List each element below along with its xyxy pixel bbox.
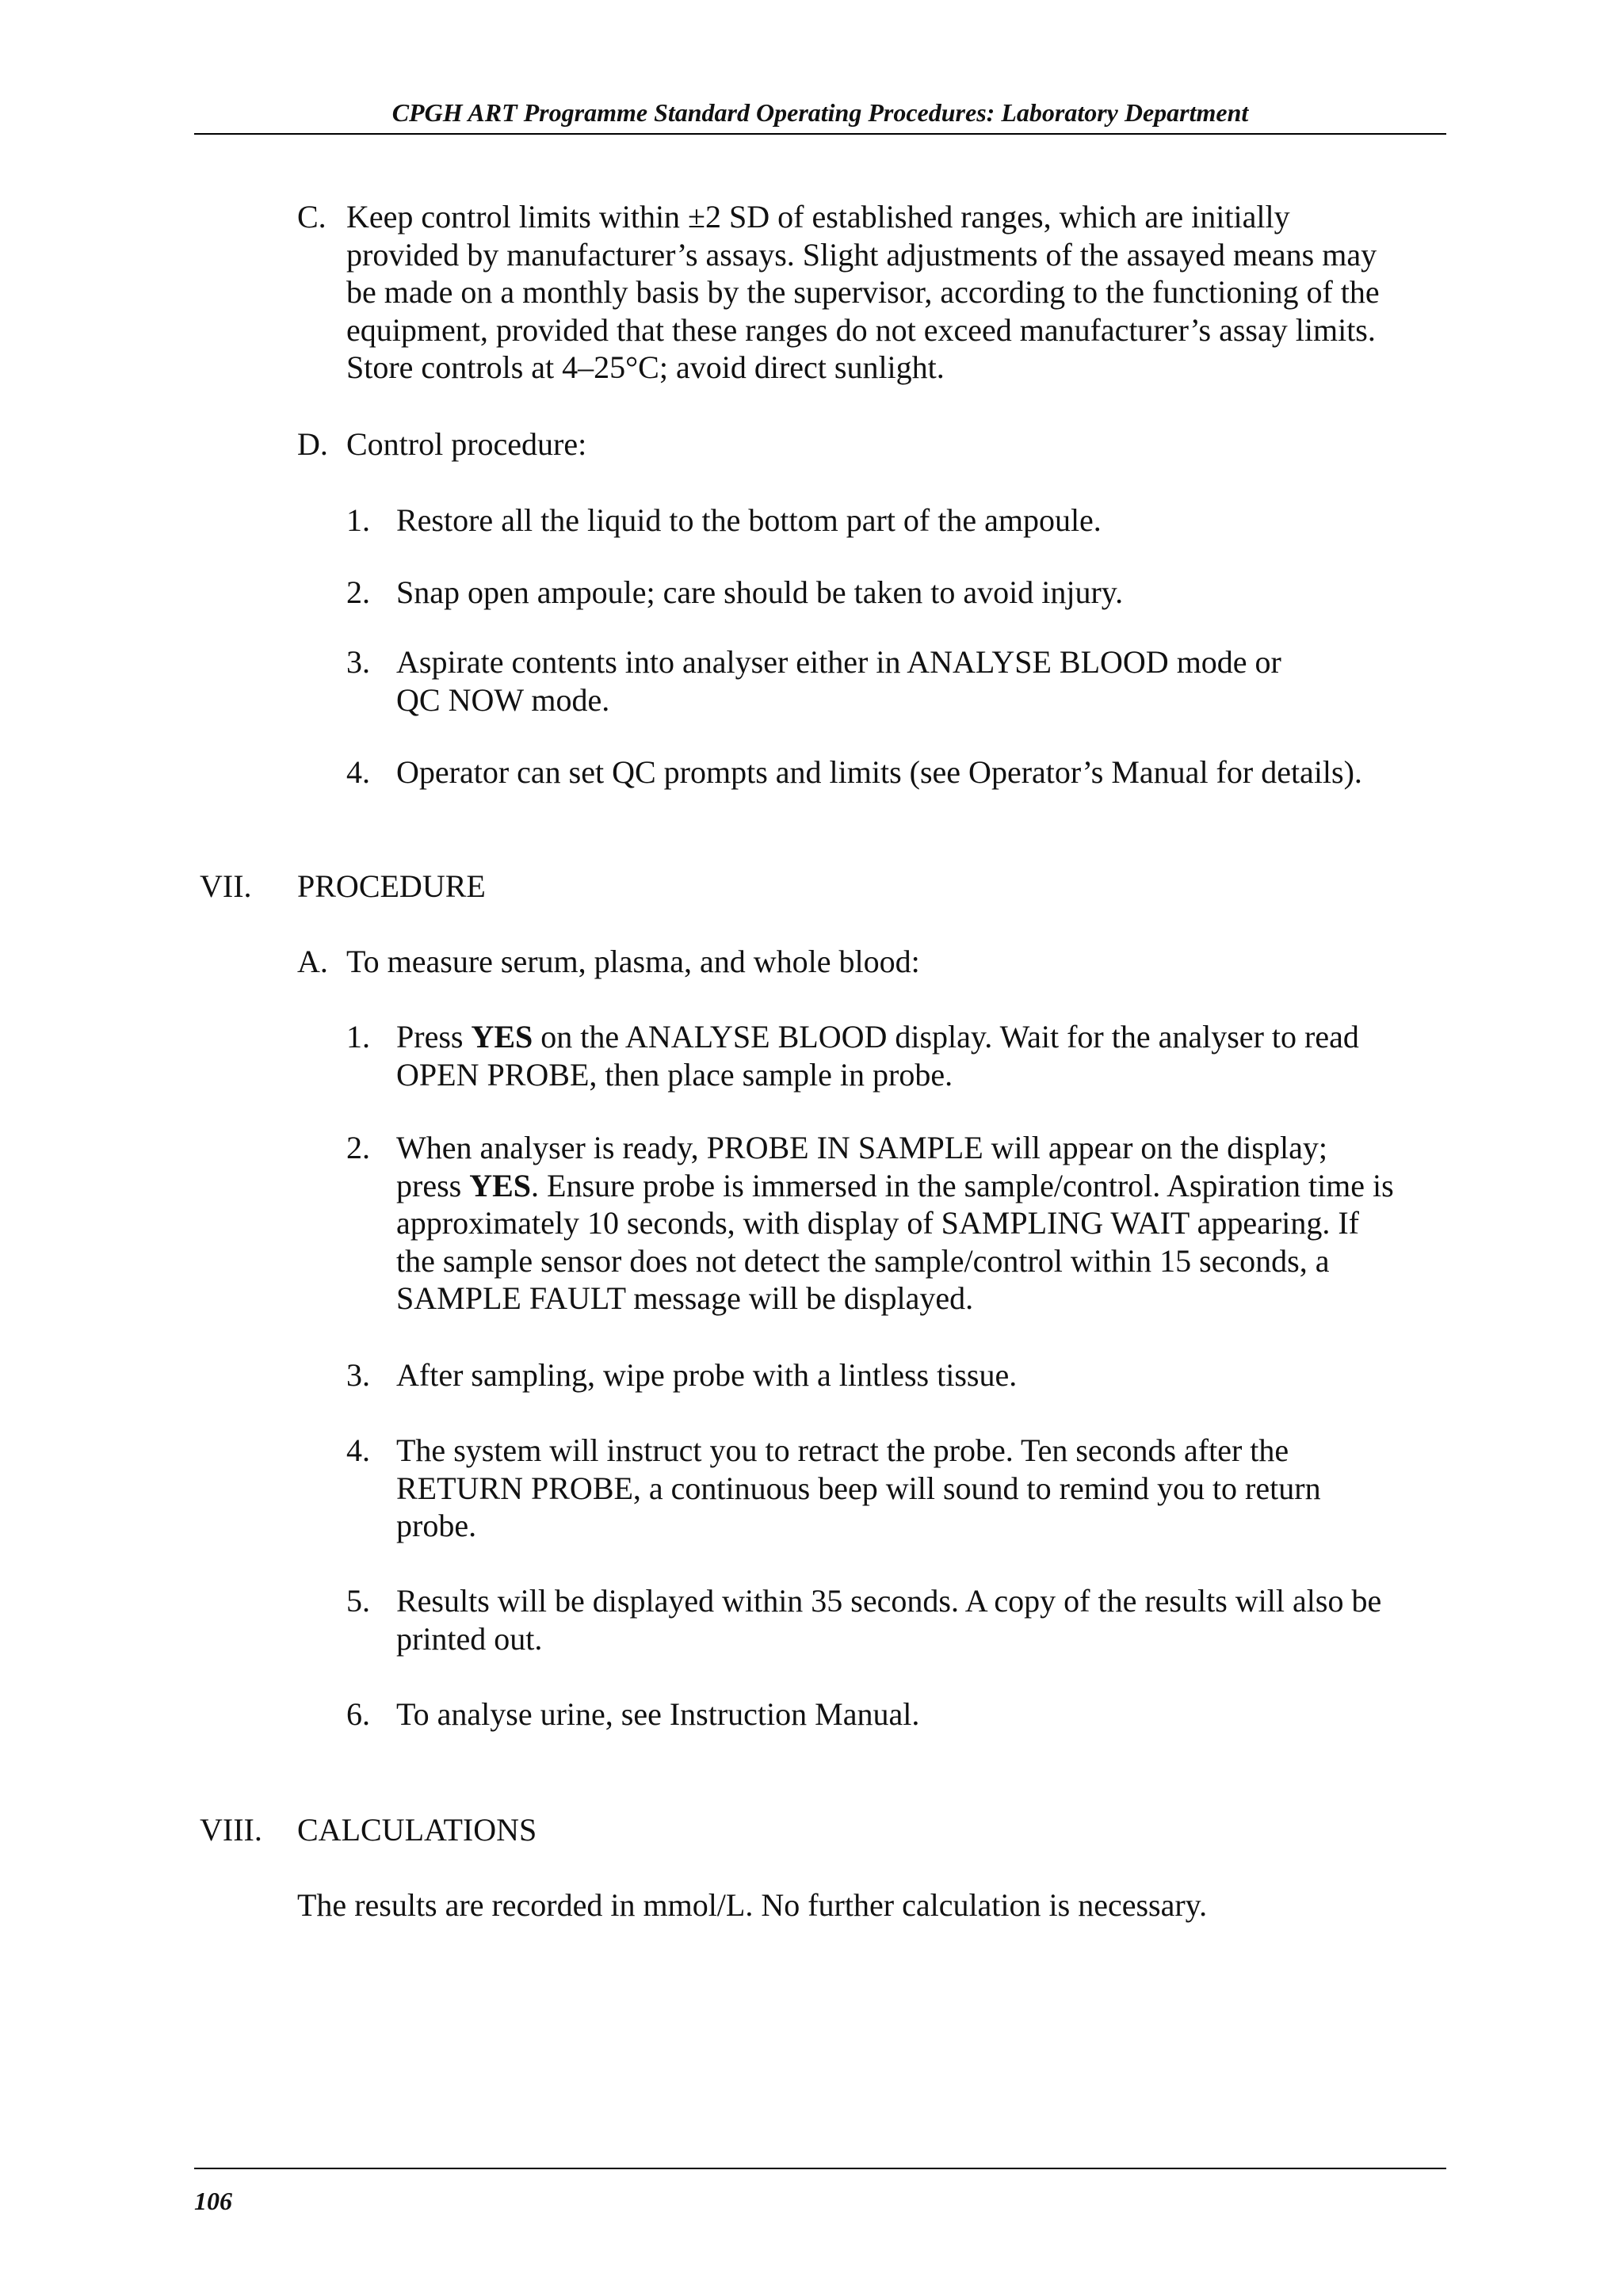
list-item-line: OPEN PROBE, then place sample in probe. <box>396 1056 953 1093</box>
list-item-line: approximately 10 seconds, with display of SAMPLING WAIT appearing. If <box>396 1205 1359 1241</box>
list-item-number: 4. <box>346 1432 370 1468</box>
section-c-line: be made on a monthly basis by the supervisor, according to the functioning of the <box>346 274 1380 310</box>
list-item-line <box>396 1018 1359 1056</box>
footer-rule <box>194 2168 1446 2169</box>
section-c-label: C. <box>297 199 327 235</box>
section-c-text <box>346 198 1380 387</box>
list-item-line: When analyser is ready, PROBE IN SAMPLE will appear on the display; <box>396 1130 1327 1165</box>
section-viii-text: The results are recorded in mmol/L. No further calculation is necessary. <box>297 1887 1208 1923</box>
section-vii-a-label: A. <box>297 944 328 979</box>
list-item-number: 1. <box>346 502 370 538</box>
section-vii-a-title: To measure serum, plasma, and whole blood: <box>346 944 920 979</box>
list-item-number: 4. <box>346 754 370 790</box>
list-item-text: Snap open ampoule; care should be taken to avoid injury. <box>396 574 1124 610</box>
list-item-number: 2. <box>346 1130 370 1165</box>
list-item-number: 3. <box>346 644 370 680</box>
list-item-number: 6. <box>346 1696 370 1732</box>
bold-keyword: YES <box>471 1019 533 1055</box>
section-vii-title: PROCEDURE <box>297 868 486 904</box>
page-number: 106 <box>194 2187 232 2215</box>
text-span: press <box>396 1167 470 1203</box>
header-rule <box>194 133 1446 135</box>
list-item-text: Restore all the liquid to the bottom part of the ampoule. <box>396 502 1102 538</box>
list-item-line <box>396 1167 1394 1205</box>
text-span: . Ensure probe is immersed in the sample/control. Aspiration time is <box>531 1167 1394 1203</box>
list-item-line: RETURN PROBE, a continuous beep will sound to remind you to return <box>396 1470 1321 1506</box>
list-item-line: probe. <box>396 1508 477 1543</box>
list-item-line: printed out. <box>396 1620 543 1657</box>
list-item-line: Results will be displayed within 35 seconds. A copy of the results will also be <box>396 1583 1382 1619</box>
list-item-line: QC NOW mode. <box>396 681 610 718</box>
section-c-line: Store controls at 4–25°C; avoid direct sunlight. <box>346 349 945 385</box>
section-viii-numeral: VIII. <box>200 1812 262 1848</box>
running-header: CPGH ART Programme Standard Operating Procedures: Laboratory Department <box>391 98 1249 127</box>
list-item-line: SAMPLE FAULT message will be displayed. <box>396 1280 974 1316</box>
list-item-line: the sample sensor does not detect the sample/control within 15 seconds, a <box>396 1242 1330 1279</box>
section-d-label: D. <box>297 426 328 462</box>
list-item-text: To analyse urine, see Instruction Manual. <box>396 1696 920 1732</box>
list-item-text: Operator can set QC prompts and limits (see Operator’s Manual for details). <box>396 754 1362 790</box>
list-item-text <box>396 1129 1394 1318</box>
section-c-line: Keep control limits within ±2 SD of established ranges, which are initially <box>346 199 1290 235</box>
list-item-line: Aspirate contents into analyser either in ANALYSE BLOOD mode or <box>396 644 1281 680</box>
list-item-number: 2. <box>346 574 370 610</box>
section-d-title: Control procedure: <box>346 426 587 462</box>
section-c-line: provided by manufacturer’s assays. Slight adjustments of the assayed means may <box>346 236 1377 273</box>
list-item-text <box>396 1018 1359 1093</box>
list-item-number: 5. <box>346 1583 370 1619</box>
list-item-text <box>396 643 1281 719</box>
list-item-number: 1. <box>346 1019 370 1055</box>
list-item-text <box>396 1582 1381 1657</box>
list-item-text: After sampling, wipe probe with a lintless tissue. <box>396 1357 1018 1393</box>
list-item-line: The system will instruct you to retract the probe. Ten seconds after the <box>396 1432 1289 1468</box>
bold-keyword: YES <box>469 1167 532 1203</box>
section-vii-numeral: VII. <box>200 868 252 904</box>
text-span: on the ANALYSE BLOOD display. Wait for the analyser to read <box>533 1019 1359 1055</box>
text-span: Press <box>396 1019 472 1055</box>
list-item-text <box>396 1432 1321 1545</box>
list-item-number: 3. <box>346 1357 370 1393</box>
section-viii-title: CALCULATIONS <box>297 1812 537 1848</box>
section-c-line: equipment, provided that these ranges do not exceed manufacturer’s assay limits. <box>346 311 1376 348</box>
